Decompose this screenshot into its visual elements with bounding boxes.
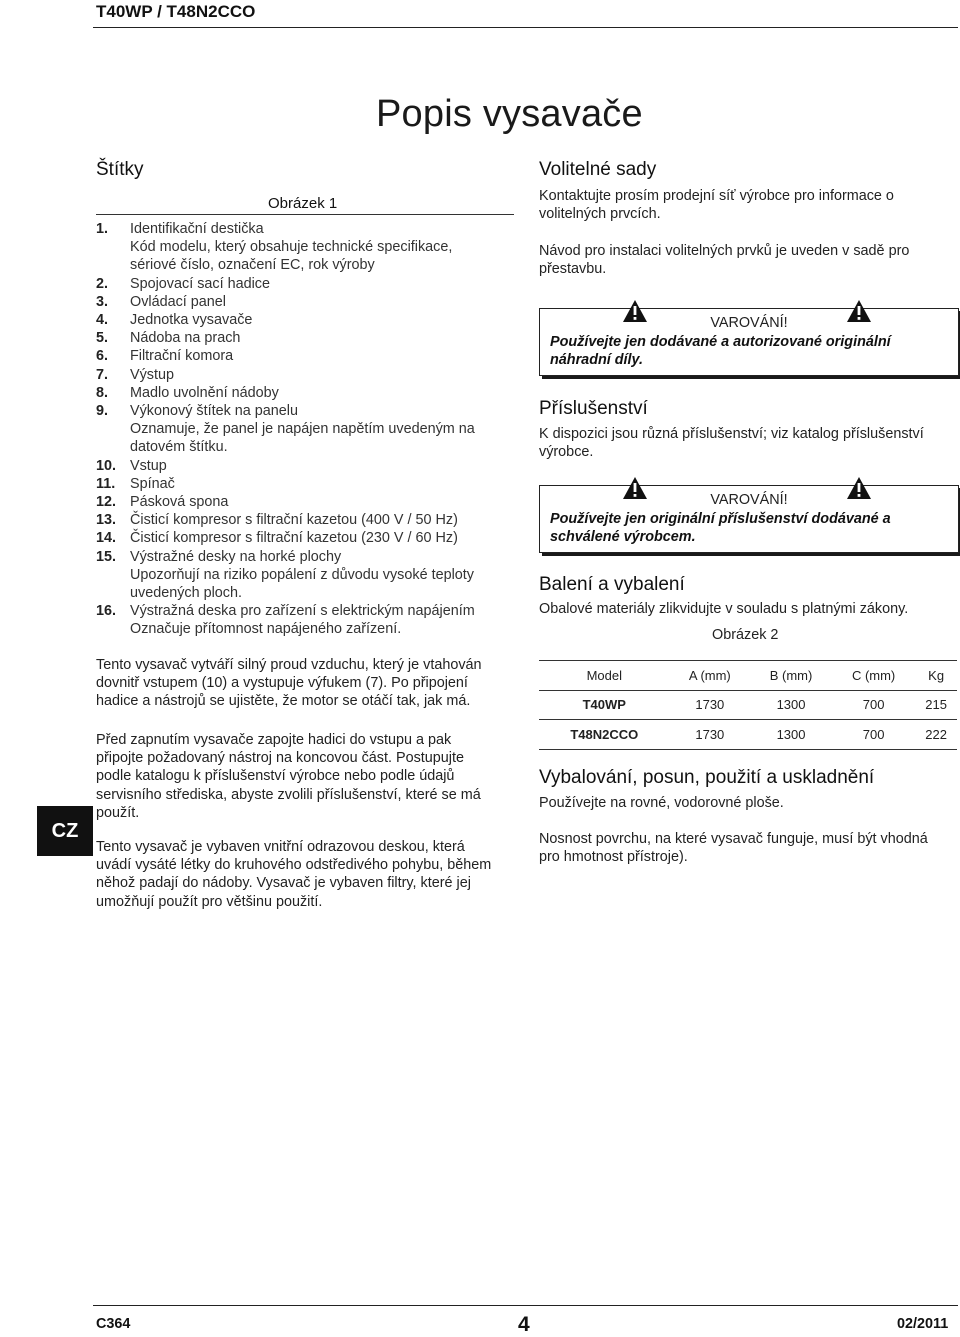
paragraph-line: Kontaktujte prosím prodejní síť výrobce pro informace o (539, 188, 894, 204)
list-item (96, 457, 516, 475)
paragraph-line: výrobce. (539, 444, 594, 461)
paragraph-line: přestavbu. (539, 261, 607, 278)
list-item-line: Výstup (130, 366, 174, 383)
list-item (96, 329, 516, 347)
list-item-line: Vstup (130, 457, 167, 474)
table-cell: 700 (832, 690, 915, 720)
paragraph-line: připojte požadovaný nástroj na koncovou část. Postupujte (96, 750, 464, 767)
page-title: Popis vysavače (376, 93, 643, 135)
warning-line: Používejte jen dodávané a autorizované originální (550, 334, 891, 350)
list-item (96, 475, 516, 493)
warning-box-spare-parts (539, 308, 959, 376)
paragraph-line: pro hmotnost přístroje). (539, 849, 688, 866)
list-item-text (130, 493, 516, 511)
warning-triangle-icon (846, 299, 872, 323)
table-row (539, 720, 957, 750)
table-cell: 222 (915, 720, 957, 750)
list-item-line: Filtrační komora (130, 348, 234, 365)
column-header: Model (539, 661, 670, 691)
list-item-line: Ovládací panel (130, 293, 226, 310)
paragraph-line: hadice a nástrojů se ujistěte, že motor se otáčí tak, jak má. (96, 693, 471, 710)
optional-kits-text-1 (539, 187, 959, 223)
list-item-number: 6. (96, 348, 109, 365)
table-cell: 215 (915, 690, 957, 720)
table-cell: 1730 (670, 690, 751, 720)
list-item-number: 9. (96, 403, 109, 420)
list-item-line: Identifikační destička (130, 221, 264, 237)
paragraph-line: uvádí vysáté létky do kruhového odstředivého pohybu, během (96, 857, 492, 874)
list-item-line: Čisticí kompresor s filtrační kazetou (230 V / 60 Hz) (130, 530, 458, 547)
paragraph-line: Tento vysavač vytváří silný proud vzduchu, který je vtahován (96, 657, 482, 673)
accessories-text (539, 425, 959, 461)
list-item (96, 402, 516, 457)
list-item (96, 275, 516, 293)
table-cell: T40WP (539, 690, 670, 720)
warning-text (540, 333, 958, 375)
paragraph-line: dovnitř vstupem (10) a vystupuje výfukem (7). Po připojení (96, 675, 468, 692)
paragraph-line: umožňují použít pro většinu použití. (96, 893, 323, 910)
list-item-line: Výstražné desky na horké plochy (130, 548, 342, 565)
dimensions-table (539, 660, 957, 750)
packing-heading: Balení a vybalení (539, 574, 685, 595)
list-item-line: Upozorňují na riziko popálení z důvodu vysoké teploty (130, 566, 474, 583)
header-model: T40WP / T48N2CCO (96, 2, 256, 21)
footer-rule (93, 1305, 958, 1306)
list-item-line: Madlo uvolnění nádoby (130, 384, 279, 401)
table-cell: 1300 (750, 690, 832, 720)
document-code: C364 (96, 1316, 131, 1332)
list-item-line: Výkonový štítek na panelu (130, 403, 298, 420)
list-item-number: 8. (96, 384, 109, 401)
document-date: 02/2011 (897, 1316, 949, 1332)
list-item (96, 347, 516, 365)
column-header: Kg (915, 661, 957, 691)
list-item-number: 15. (96, 548, 117, 565)
warning-triangle-icon (846, 476, 872, 500)
list-item-text (130, 220, 516, 275)
packing-text: Obalové materiály zlikvidujte v souladu s platnými zákony. (539, 601, 909, 617)
list-item (96, 548, 516, 603)
paragraph-line: něhož padají do nádoby. Vysavač je vybaven filtry, které jej (96, 875, 471, 892)
accessories-heading: Příslušenství (539, 398, 648, 419)
paragraph-line: použít. (96, 804, 140, 821)
figure-2-caption: Obrázek 2 (712, 627, 779, 643)
list-item-line: Spojovací sací hadice (130, 275, 270, 292)
list-item-number: 2. (96, 275, 109, 292)
list-item-number: 16. (96, 603, 117, 620)
paragraph-line: Tento vysavač je vybaven vnitřní odrazovou deskou, která (96, 839, 465, 855)
handling-text-1: Používejte na rovné, vodorovné ploše. (539, 795, 784, 811)
list-item-line: Spínač (130, 475, 175, 492)
list-item-line: Označuje přítomnost napájeného zařízení. (130, 621, 402, 638)
labels-heading: Štítky (96, 159, 144, 180)
list-item-text (130, 602, 516, 638)
list-item (96, 293, 516, 311)
table-cell: 1730 (670, 720, 751, 750)
list-item-text (130, 366, 516, 384)
table-cell: 700 (832, 720, 915, 750)
warning-line: Používejte jen originální příslušenství dodávané a (550, 511, 891, 527)
list-item-line: Výstražná deska pro zařízení s elektrickým napájením (130, 603, 475, 620)
list-item-text (130, 275, 516, 293)
table-row (539, 690, 957, 720)
list-item-text (130, 475, 516, 493)
list-item-number: 13. (96, 512, 117, 529)
optional-kits-heading: Volitelné sady (539, 159, 657, 180)
list-item-number: 12. (96, 494, 117, 511)
page-number: 4 (518, 1313, 530, 1336)
list-item-line: Nádoba na prach (130, 330, 241, 347)
list-item-number: 3. (96, 293, 109, 310)
list-item (96, 220, 516, 275)
warning-line: náhradní díly. (550, 352, 644, 369)
list-item (96, 511, 516, 529)
list-item-line: Kód modelu, který obsahuje technické specifikace, (130, 239, 453, 256)
column-header: A (mm) (670, 661, 751, 691)
list-item-text (130, 457, 516, 475)
list-item (96, 602, 516, 638)
handling-heading: Vybalování, posun, použití a uskladnění (539, 767, 875, 788)
list-item-line: Pásková spona (130, 494, 229, 511)
warning-title: VAROVÁNÍ! (710, 315, 788, 331)
list-item-text (130, 402, 516, 457)
list-item-line: Oznamuje, že panel je napájen napětím uvedeným na (130, 421, 475, 438)
list-item-line: sériové číslo, označení EC, rok výroby (130, 257, 375, 274)
list-item (96, 493, 516, 511)
warning-box-accessories (539, 485, 959, 553)
list-item-number: 11. (96, 475, 116, 492)
list-item-line: uvedených ploch. (130, 585, 243, 602)
table-cell: T48N2CCO (539, 720, 670, 750)
list-item-text (130, 511, 516, 529)
list-item-text (130, 529, 516, 547)
list-item-line: Čisticí kompresor s filtrační kazetou (400 V / 50 Hz) (130, 512, 458, 529)
paragraph-airflow (96, 656, 516, 711)
labels-list (96, 220, 516, 639)
figure-1-caption: Obrázek 1 (268, 195, 338, 212)
list-item (96, 311, 516, 329)
paragraph-line: podle katalogu k příslušenství výrobce nebo podle údajů (96, 768, 455, 785)
paragraph-hose (96, 731, 516, 822)
list-item (96, 366, 516, 384)
list-item-text (130, 347, 516, 365)
warning-text (540, 510, 958, 552)
column-header: C (mm) (832, 661, 915, 691)
column-header: B (mm) (750, 661, 832, 691)
figure-1-rule (96, 214, 514, 215)
list-item-number: 14. (96, 530, 117, 547)
paragraph-line: K dispozici jsou různá příslušenství; viz katalog příslušenství (539, 426, 924, 442)
list-item-number: 1. (96, 221, 109, 237)
list-item-number: 7. (96, 366, 109, 383)
handling-text-2 (539, 830, 959, 866)
list-item-text (130, 329, 516, 347)
list-item-text (130, 548, 516, 603)
paragraph-line: servisního střediska, abyste zvolili příslušenství, které se má (96, 786, 481, 803)
list-item-number: 10. (96, 457, 117, 474)
paragraph-line: Nosnost povrchu, na které vysavač funguje, musí být vhodná (539, 831, 928, 847)
warning-line: schválené výrobcem. (550, 529, 696, 546)
language-tab: CZ (37, 806, 93, 856)
list-item-number: 4. (96, 312, 109, 329)
table-cell: 1300 (750, 720, 832, 750)
list-item-line: Jednotka vysavače (130, 312, 253, 329)
list-item-text (130, 311, 516, 329)
list-item-number: 5. (96, 330, 109, 347)
optional-kits-text-2 (539, 242, 959, 278)
paragraph-line: Návod pro instalaci volitelných prvků je uveden v sadě pro (539, 243, 910, 259)
list-item (96, 529, 516, 547)
list-item-line: datovém štítku. (130, 439, 228, 456)
warning-title: VAROVÁNÍ! (710, 492, 788, 508)
paragraph-line: volitelných prvcích. (539, 206, 661, 223)
header-rule (93, 27, 958, 28)
list-item (96, 384, 516, 402)
list-item-text (130, 384, 516, 402)
table-header-row (539, 661, 957, 691)
list-item-text (130, 293, 516, 311)
paragraph-baffle (96, 838, 516, 911)
paragraph-line: Před zapnutím vysavače zapojte hadici do vstupu a pak (96, 732, 452, 748)
